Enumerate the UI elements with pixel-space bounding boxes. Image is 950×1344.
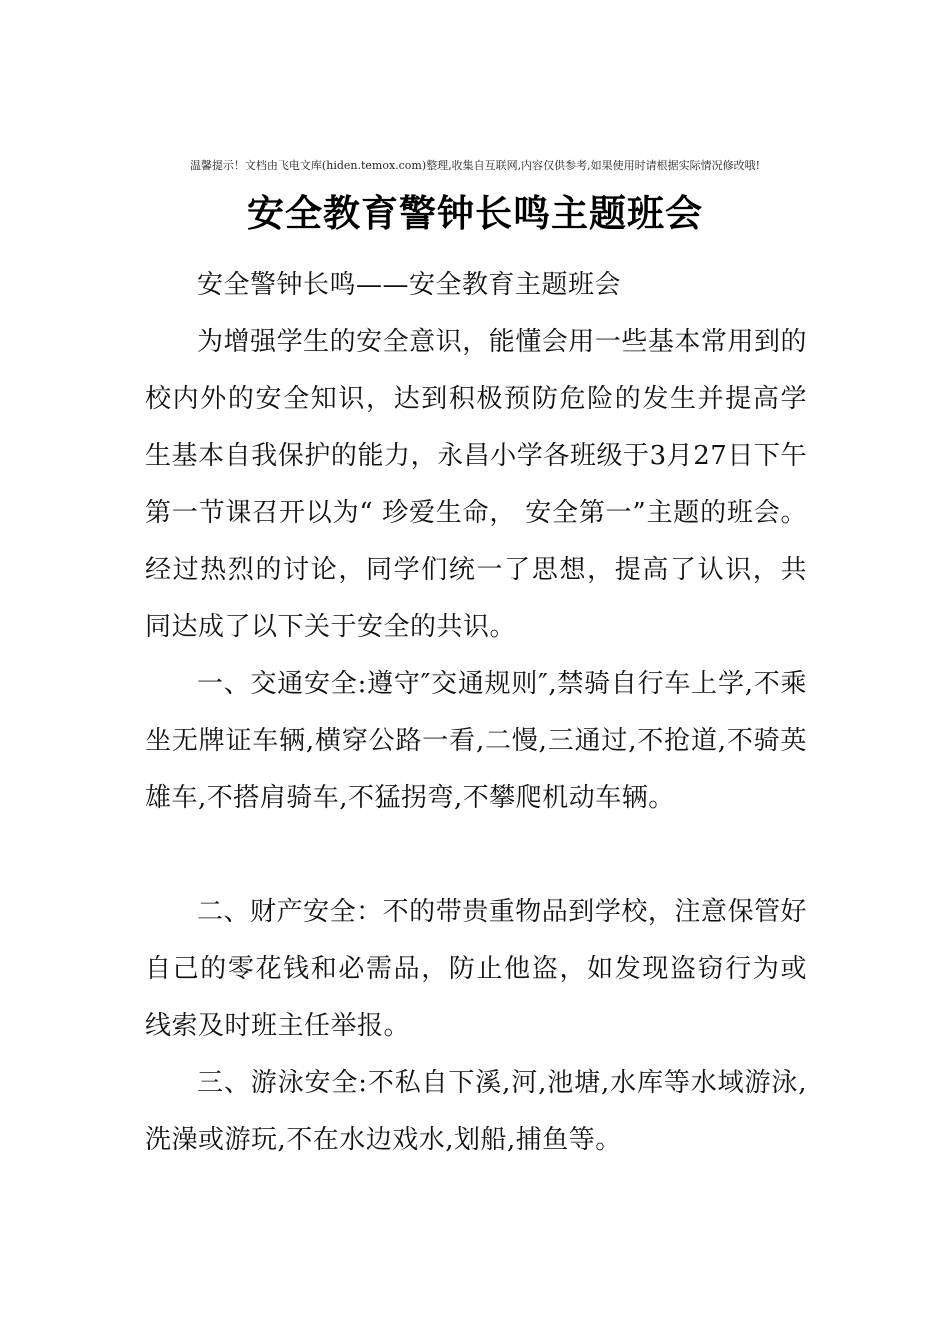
- paragraph-intro: 为增强学生的安全意识，能懂会用一些基本常用到的校内外的安全知识，达到积极预防危险的发生并提高学生基本自我保护的能力，永昌小学各班级于3月27日下午第一节课召开以为“ 珍爱生命， 安全第一”主题的班会。经过热烈的讨论，同学们统一了思想，提高了认识，共同达成了以下关于安全的共识。: [145, 327, 807, 642]
- header-notice: 温馨提示！文档由飞电文库(hiden.temox.com)整理,收集自互联网,内容仅供参考,如果使用时请根据实际情况修改哦!: [189, 159, 761, 172]
- paragraph-property-safety: 二、财产安全：不的带贵重物品到学校，注意保管好自己的零花钱和必需品，防止他盗，如发现盗窃行为或线索及时班主任举报。: [145, 897, 807, 1041]
- paragraph-traffic-safety: 一、交通安全:遵守″交通规则″,禁骑自行车上学,不乘坐无牌证车辆,横穿公路一看,二慢,三通过,不抢道,不骑英雄车,不搭肩骑车,不猛拐弯,不攀爬机动车辆。: [145, 669, 807, 813]
- paragraph-swimming-safety: 三、游泳安全:不私自下溪,河,池塘,水库等水域游泳,洗澡或游玩,不在水边戏水,划船,捕鱼等。: [145, 1068, 807, 1155]
- paragraph-subtitle: 安全警钟长鸣——安全教育主题班会: [197, 270, 622, 300]
- document-title: 安全教育警钟长鸣主题班会: [247, 192, 703, 235]
